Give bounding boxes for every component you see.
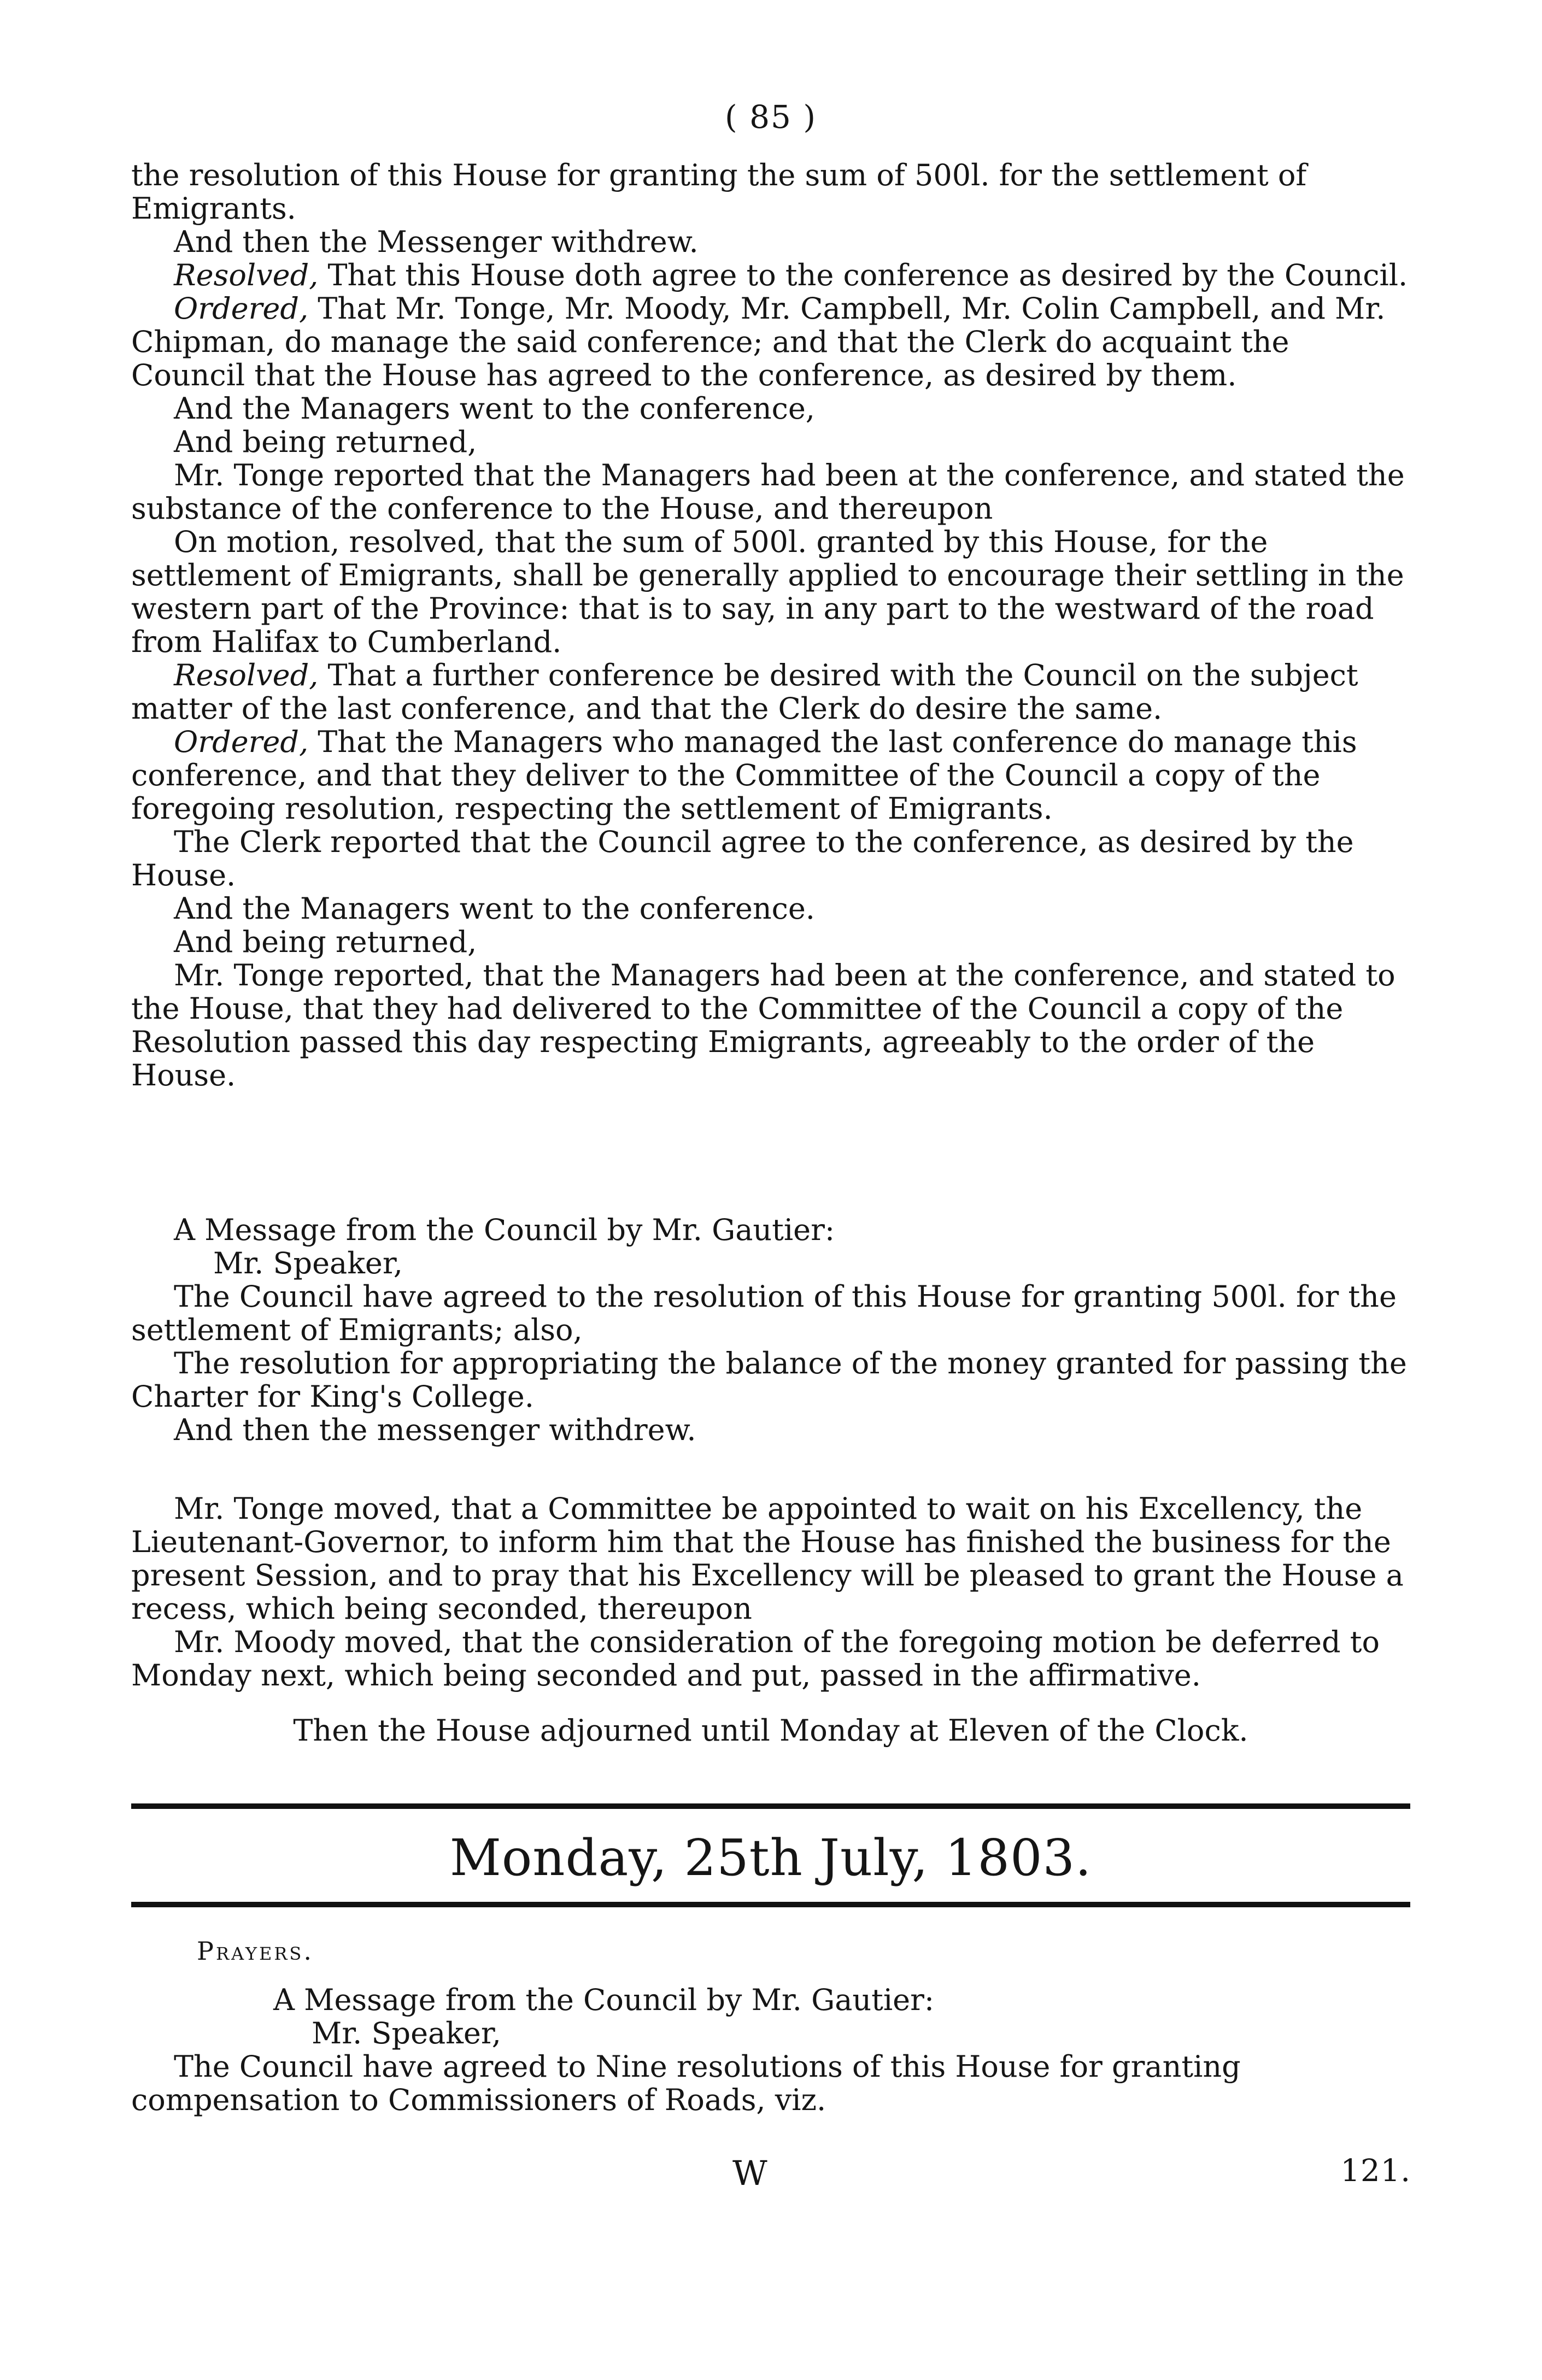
paragraph-mr-speaker: Mr. Speaker, — [213, 1246, 403, 1280]
paragraph-mr-speaker-2: Mr. Speaker, — [312, 2016, 501, 2050]
paragraph-tonge-reported-2: Mr. Tonge reported, that the Managers had been at the conference, and stated to the House, that they had delivered to the Committee of the Council a copy of the Resolution passed this day respecting Emigrants, agreeably to the order of the House. — [131, 958, 1396, 1092]
paragraph-clerk-reported: The Clerk reported that the Council agree to the conference, as desired by the House. — [131, 825, 1354, 892]
page-number: ( 85 ) — [725, 98, 817, 136]
prayers-label: Prayers. — [197, 1936, 314, 1966]
section-monday-proceedings — [131, 1935, 1410, 2117]
paragraph-messenger-withdrew-2: And then the messenger withdrew. — [174, 1413, 696, 1447]
paragraph-tonge-reported: Mr. Tonge reported that the Managers had been at the conference, and stated the substance of the conference to the House, and thereupon — [131, 458, 1405, 526]
paragraph-council-agreed: The Council have agreed to the resolution of this House for granting 500l. for the settlement of Emigrants; also, — [131, 1279, 1397, 1347]
paragraph-on-motion: On motion, resolved, that the sum of 500l. granted by this House, for the settlement of Emigrants, shall be generally applied to encourage their settling in the western part of the Province: that is to say, in any part to the westward of the road from Halifax to Cumberland. — [131, 525, 1404, 659]
paragraph-resolved-further: Resolved, That a further conference be desired with the Council on the subject matter of the last conference, and that the Clerk do desire the same. — [131, 658, 1358, 726]
paragraph-ordered-deliver: Ordered, That the Managers who managed the last conference do manage this conference, and that they deliver to the Committee of the Council a copy of the foregoing resolution, respecting the settlement of Emigrants. — [131, 725, 1357, 826]
paragraph-moody-moved: Mr. Moody moved, that the consideration of the foregoing motion be deferred to Monday next, which being seconded and put, passed in the affirmative. — [131, 1625, 1380, 1693]
paragraph-tonge-moved: Mr. Tonge moved, that a Committee be appointed to wait on his Excellency, the Lieutenant-Governor, to inform him that the House has finished the business for the present Session, and to pray that his Excellency will be pleased to grant the House a recess, which being seconded, thereupon — [131, 1491, 1404, 1626]
top-rule-divider — [131, 1803, 1410, 1809]
bottom-rule-divider — [131, 1902, 1410, 1907]
paragraph-appropriating-balance: The resolution for appropriating the balance of the money granted for passing the Charter for King's College. — [131, 1346, 1407, 1414]
paragraph-adjourned: Then the House adjourned until Monday at Eleven of the Clock. — [293, 1713, 1248, 1748]
paragraph-ordered-managers: Ordered, That Mr. Tonge, Mr. Moody, Mr. Campbell, Mr. Colin Campbell, and Mr. Chipman, do manage the said conference; and that the Clerk do acquaint the Council that the House has agreed to the conference, as desired by them. — [131, 291, 1386, 392]
paragraph-messenger-withdrew: And then the Messenger withdrew. — [174, 225, 699, 259]
paragraph-message-gautier-2: A Message from the Council by Mr. Gautier: — [273, 1983, 935, 2017]
section-council-message — [131, 1213, 1410, 1447]
signature-mark: W — [732, 2153, 767, 2193]
paragraph-managers-went: And the Managers went to the conference, — [174, 391, 815, 426]
date-heading: Monday, 25th July, 1803. — [449, 1829, 1092, 1887]
paragraph-managers-went-2: And the Managers went to the conference. — [174, 891, 815, 926]
paragraph-resolution-continued: the resolution of this House for granting the sum of 500l. for the settlement of Emigrants. — [131, 158, 1307, 226]
paragraph-being-returned-2: And being returned, — [174, 925, 477, 959]
section-motions — [131, 1492, 1410, 1747]
paragraph-message-gautier: A Message from the Council by Mr. Gautier: — [174, 1213, 835, 1247]
paragraph-resolved-conference: Resolved, That this House doth agree to the conference as desired by the Council. — [174, 258, 1408, 292]
catchword: 121. — [1340, 2153, 1411, 2189]
paragraph-being-returned: And being returned, — [174, 425, 477, 459]
section-proceedings — [131, 158, 1410, 1092]
paragraph-nine-resolutions: The Council have agreed to Nine resolutions of this House for granting compensation to Commissioners of Roads, viz. — [131, 2049, 1241, 2117]
